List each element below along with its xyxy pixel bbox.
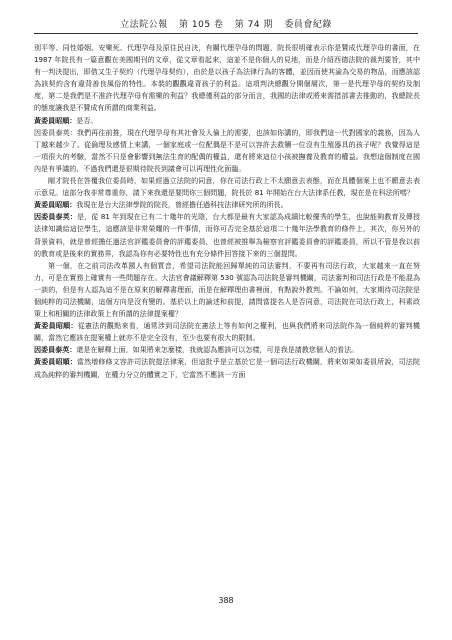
speaker-name: 黃委員昭順： <box>34 321 78 331</box>
page-header <box>34 17 418 30</box>
paragraph-text: 還是在解釋上面，如果將來怎麼樣，我就認為應該可以怎樣，可是我是請教您個人的看法。 <box>76 345 359 355</box>
transcript-paragraph <box>34 42 420 115</box>
transcript-paragraph <box>34 344 420 356</box>
section-title: 委員會紀錄 <box>284 20 332 30</box>
speaker-name: 黃委員昭順： <box>34 115 77 125</box>
paragraph-text: 從憲法的觀點來看，通常涉到司法院在憲法上等有如何之權利，也與我們將來司法院作為一個純粹的審判機關，當然它應該在提案權上就亦不是完全沒有，至少也要有很大的限制。 <box>34 321 420 343</box>
paragraph-text: 當然增修條文容許司法院提法律案，但這批乎是立基於它是一個司法行政機關，將來如果如委員所說，司法院成為純粹的審判機關，在權力分立的體實之下，它當然不應該一方面 <box>34 357 420 379</box>
paragraph-text: 別平等、同性婚姻、安樂死、代理孕母及原住民自決，有關代理孕母的問題，院長很明確表示你是贊成代理孕母的書面，在 1987 年院長有一篇意觀在美國期刊的文章，從文章看起來，這並不是你個人的見地，而是介紹西德法院的裁判要旨，其中有一判決提出，即借又生子契約（代理孕母契約），由於是以孩子為法律行為的客體，並因而使其淪為交易的物品，而應該認為該契約含有違背善良風俗的特性。本裝的觀觀違背孩子的利益。這項判決總觀分開個層次，第一是代理孕母的契約及制度，第二是我們是不准許代理孕母有需樂的利益？我總僅利益的部分而言，我國的法律或將來需措部書去推動的，我總院長的態度讓我是不贊成有所謂的商業利益。 <box>34 43 420 113</box>
volume-number: 第 105 卷 <box>179 20 224 30</box>
header-divider <box>34 33 418 34</box>
transcript-paragraph <box>34 115 420 127</box>
transcript-body <box>34 42 420 381</box>
speaker-name: 黃委員昭順： <box>34 200 77 210</box>
paragraph-text: 第一個，在之前司法改革國人有個質音，希望司法院能回歸單純的司法審判，不要再有司法行政，大家越來一直在努力，可是在實務上確實有一些問題存在。大法官會議解釋第 530 號認為司法院是審判機關，司法審判和司法行政是不能混為一談的，但是有人認為這不是在原來的解釋書理面，而是在解釋理由書裡面，有點說外教判。不論如何，大家期待司法院是個純粹的司法機關，這個方向是沒有變的。基於以上的論述和前提，請問當提名人是否同意，司法院在司法行政上，科素政策上和相關的法律政策上有所謂的法律提案權？ <box>34 260 420 319</box>
speaker-name: 因委員泰英： <box>34 345 77 355</box>
paragraph-text: 是否。 <box>76 115 98 125</box>
speaker-name: 黃委員昭順： <box>34 357 77 367</box>
transcript-paragraph <box>34 356 420 380</box>
publication-title: 立法院公報 <box>120 20 168 30</box>
transcript-paragraph <box>34 211 420 259</box>
issue-number: 第 74 期 <box>234 20 273 30</box>
paragraph-text: 是，從 81 年到現在已有二十幾年的光陰，台大都是最有大家認為成績比較優秀的學生，也說能夠教育及傳授法律知識給這位學生，這應該是非常榮耀的一件事情，而你可否完全基於這項二十幾年法學教育的條件上，其次，你另外的背景資料，就是曾經擔任過法官評鑑委員會的評鑑委員，也曾經被推舉為檢察官評鑑委員會的評鑑委員，所以不管是我以前的教育或是後來的實務界，我認為你有必要特性也有充分條件回答接下來的三個提問。 <box>34 212 420 258</box>
page-number: 388 <box>218 596 234 605</box>
paragraph-text: 剛才院長在答覆我位委員時，如果經過立法院的同意，你在司法行政上不太願意去表態，而在具體個案上也不願意去表示意見。這部分我非常尊重你，請下來我還是要問你三個問題，院長於 81 年開始在台大法律系任教，現在是在科法所嗎？ <box>34 176 420 198</box>
transcript-paragraph <box>34 199 420 211</box>
paragraph-text: 因委員泰英：我們再往前推，現在代理孕母有其社會及人倫上的需要，也該如你講的，即我們這一代對國家的義務，因為人丁越來越少了。從倫理及感情上來講，一個家庭或一位配偶是不是可以容許去救贖一位沒有生殖器具的孩子呢？我覺得這是一項很大的考驗，當然不只是會影響到無法生育的配偶的權益，還有將來這位小孩被撫養及教育的權益。我想這個制度在國內是有爭議的，不過我們還是很期待院長到議會可以再理性化面臨。 <box>34 127 420 173</box>
speaker-name: 因委員泰英： <box>34 212 77 222</box>
transcript-paragraph <box>34 260 420 320</box>
transcript-paragraph <box>34 320 420 344</box>
paragraph-text: 我現在是台大法律學院的院長，曾經擔任過科技法律研究所的所長。 <box>76 200 288 210</box>
transcript-paragraph <box>34 175 420 199</box>
transcript-paragraph <box>34 127 420 175</box>
